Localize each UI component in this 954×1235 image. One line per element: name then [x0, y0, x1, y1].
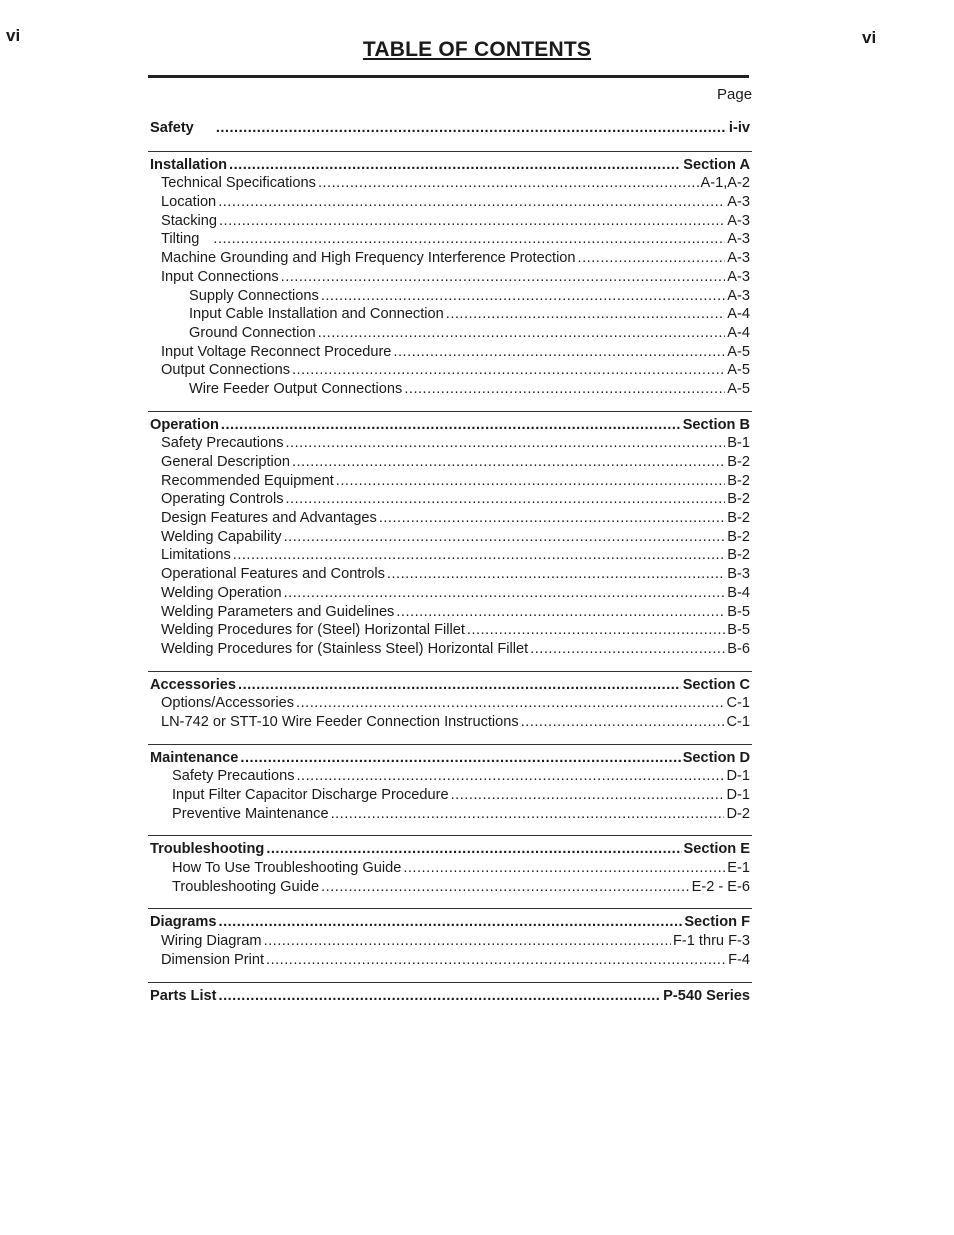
leader-dots — [446, 306, 726, 322]
toc-entry[interactable] — [150, 269, 750, 288]
toc-entry-page: B-5 — [727, 603, 750, 620]
toc-entry[interactable] — [150, 952, 750, 971]
leader-dots — [266, 841, 681, 857]
leader-dots — [297, 768, 725, 784]
toc-entry-page: Section C — [682, 676, 750, 693]
toc-section — [150, 914, 750, 970]
toc-entry-page: E-2 - E-6 — [691, 878, 750, 895]
section-divider — [148, 744, 752, 745]
toc-entry-page: B-3 — [727, 566, 750, 583]
toc-entry[interactable] — [150, 768, 750, 787]
toc-entry-page: A-5 — [727, 380, 750, 397]
leader-dots — [219, 914, 683, 930]
table-of-contents — [150, 120, 750, 1006]
toc-entry[interactable] — [150, 325, 750, 344]
leader-dots — [229, 157, 681, 173]
toc-entry[interactable] — [150, 510, 750, 529]
toc-entry-label: Welding Capability — [161, 528, 282, 545]
toc-entry-label: Recommended Equipment — [161, 472, 334, 489]
leader-dots — [451, 787, 725, 803]
toc-entry-label: Wire Feeder Output Connections — [189, 380, 403, 397]
toc-section — [150, 750, 750, 825]
leader-dots — [213, 231, 725, 247]
toc-entry-page: Section F — [684, 914, 750, 931]
page-title: TABLE OF CONTENTS — [362, 38, 592, 61]
toc-entry[interactable] — [150, 381, 750, 400]
toc-entry[interactable] — [150, 787, 750, 806]
toc-entry-page: B-2 — [727, 547, 750, 564]
leader-dots — [336, 473, 725, 489]
toc-entry[interactable] — [150, 491, 750, 510]
leader-dots — [284, 529, 726, 545]
toc-entry-page: A-4 — [727, 324, 750, 341]
toc-entry-page: C-1 — [726, 713, 750, 730]
leader-dots — [296, 695, 724, 711]
leader-dots — [387, 566, 725, 582]
toc-entry-label: Machine Grounding and High Frequency Interference Protection — [161, 250, 576, 267]
toc-entry-label: How To Use Troubleshooting Guide — [172, 860, 402, 877]
leader-dots — [264, 933, 671, 949]
leader-dots — [396, 604, 725, 620]
toc-entry[interactable] — [150, 547, 750, 566]
toc-entry-page: A-3 — [727, 194, 750, 211]
toc-entry-page: A-3 — [727, 268, 750, 285]
toc-entry-page: A-3 — [727, 287, 750, 304]
toc-entry-label: Welding Procedures for (Stainless Steel) Horizontal Fillet — [161, 640, 529, 657]
toc-entry-label: Limitations — [161, 547, 231, 564]
leader-dots — [284, 585, 726, 601]
toc-entry-page: B-2 — [727, 491, 750, 508]
toc-entry[interactable] — [150, 213, 750, 232]
toc-entry-page: B-6 — [727, 640, 750, 657]
toc-entry-label: Operating Controls — [161, 491, 284, 508]
toc-entry-label: Technical Specifications — [161, 175, 316, 192]
section-divider — [148, 835, 752, 836]
toc-entry[interactable] — [150, 362, 750, 381]
toc-section-heading[interactable] — [150, 677, 750, 696]
toc-entry-label: Diagrams — [150, 914, 217, 931]
section-divider — [148, 982, 752, 983]
leader-dots — [216, 120, 727, 136]
toc-entry-page: A-3 — [727, 231, 750, 248]
toc-section — [150, 417, 750, 660]
toc-entry-label: Dimension Print — [161, 951, 265, 968]
toc-entry-label: Location — [161, 194, 217, 211]
toc-entry-page: i-iv — [728, 120, 750, 136]
toc-entry-label: Supply Connections — [189, 287, 319, 304]
toc-entry-page: F-4 — [728, 951, 750, 968]
toc-section-heading[interactable] — [150, 750, 750, 769]
toc-entry[interactable] — [150, 473, 750, 492]
toc-entry-page: Section D — [682, 749, 750, 766]
toc-entry[interactable] — [150, 879, 750, 898]
toc-entry[interactable] — [150, 344, 750, 363]
toc-entry-page: D-1 — [726, 768, 750, 785]
toc-entry-label: LN-742 or STT-10 Wire Feeder Connection Instructions — [161, 713, 519, 730]
toc-entry-page: P-540 Series — [663, 987, 750, 1004]
toc-entry[interactable] — [150, 306, 750, 325]
toc-section — [150, 157, 750, 400]
toc-entry-label: Input Connections — [161, 268, 279, 285]
toc-entry-label: Stacking — [161, 212, 217, 229]
toc-section — [150, 120, 750, 139]
page-number-right: vi — [862, 28, 877, 47]
toc-entry-page: A-3 — [727, 250, 750, 267]
title-rule — [148, 75, 749, 78]
toc-entry-label: Safety Precautions — [161, 435, 284, 452]
leader-dots — [521, 714, 725, 730]
leader-dots — [286, 435, 726, 451]
leader-dots — [379, 510, 725, 526]
leader-dots — [292, 454, 725, 470]
leader-dots — [321, 288, 725, 304]
leader-dots — [233, 547, 726, 563]
leader-dots — [578, 250, 726, 266]
toc-entry-page: A-3 — [727, 212, 750, 229]
toc-entry-label: Safety Precautions — [172, 768, 295, 785]
toc-entry[interactable] — [150, 622, 750, 641]
toc-entry-page: A-5 — [727, 362, 750, 379]
toc-entry-label: Wiring Diagram — [161, 933, 262, 950]
toc-section-heading[interactable] — [150, 841, 750, 860]
toc-entry[interactable] — [150, 250, 750, 269]
toc-entry-page: B-1 — [727, 435, 750, 452]
toc-entry-page: D-1 — [726, 787, 750, 803]
toc-entry-label: Preventive Maintenance — [172, 805, 329, 822]
toc-entry-page: Section A — [683, 156, 750, 173]
leader-dots — [219, 213, 725, 229]
toc-entry-label: Operational Features and Controls — [161, 566, 385, 583]
toc-entry-page: A-4 — [727, 306, 750, 323]
leader-dots — [240, 750, 680, 766]
toc-entry-label: Welding Operation — [161, 584, 282, 601]
toc-entry-page: B-5 — [727, 622, 750, 639]
leader-dots — [393, 344, 725, 360]
toc-entry[interactable] — [150, 231, 750, 250]
toc-entry[interactable] — [150, 695, 750, 714]
leader-dots — [404, 381, 725, 397]
toc-entry-page: D-2 — [726, 805, 750, 822]
toc-entry-label: Maintenance — [150, 749, 239, 766]
toc-entry-label: Welding Procedures for (Steel) Horizontal Fillet — [161, 622, 465, 639]
toc-entry-label: Operation — [150, 416, 219, 433]
toc-entry-page: A-1,A-2 — [700, 175, 750, 192]
toc-entry[interactable] — [150, 435, 750, 454]
leader-dots — [218, 194, 725, 210]
toc-entry[interactable] — [150, 641, 750, 660]
leader-dots — [467, 622, 725, 638]
toc-entry-label: Parts List — [150, 987, 217, 1004]
toc-entry-label: Accessories — [150, 676, 237, 693]
leader-dots — [318, 175, 699, 191]
toc-entry[interactable] — [150, 194, 750, 213]
toc-entry[interactable] — [150, 860, 750, 879]
toc-entry-label: Tilting — [161, 231, 200, 248]
toc-entry-label: Options/Accessories — [161, 695, 295, 712]
leader-dots — [266, 952, 726, 968]
toc-section-heading[interactable] — [150, 157, 750, 176]
leader-dots — [219, 988, 662, 1004]
toc-section — [150, 988, 750, 1007]
toc-entry[interactable] — [150, 175, 750, 194]
toc-entry-label: Installation — [150, 156, 228, 173]
toc-section-heading[interactable] — [150, 417, 750, 436]
toc-entry-label: Output Connections — [161, 362, 290, 379]
toc-entry-label: Ground Connection — [189, 324, 316, 341]
toc-entry[interactable] — [150, 288, 750, 307]
toc-entry[interactable] — [150, 604, 750, 623]
toc-entry[interactable] — [150, 714, 750, 733]
leader-dots — [281, 269, 726, 285]
toc-entry-page: C-1 — [726, 695, 750, 712]
section-divider — [148, 908, 752, 909]
leader-dots — [331, 806, 725, 822]
toc-entry-page: F-1 thru F-3 — [672, 933, 750, 950]
toc-section-heading[interactable] — [150, 988, 750, 1007]
toc-section — [150, 841, 750, 897]
toc-entry-label: Input Voltage Reconnect Procedure — [161, 343, 392, 360]
toc-entry[interactable] — [150, 454, 750, 473]
toc-entry[interactable] — [150, 566, 750, 585]
toc-entry[interactable] — [150, 529, 750, 548]
toc-entry-label: Troubleshooting Guide — [172, 878, 320, 895]
toc-entry[interactable] — [150, 933, 750, 952]
toc-entry-label: General Description — [161, 454, 290, 470]
toc-entry-label: Welding Parameters and Guidelines — [161, 603, 395, 620]
toc-entry-label: Design Features and Advantages — [161, 510, 377, 527]
toc-section-heading[interactable] — [150, 120, 750, 139]
section-divider — [148, 411, 752, 412]
leader-dots — [221, 417, 681, 433]
toc-entry-label: Troubleshooting — [150, 841, 265, 858]
leader-dots — [238, 677, 681, 693]
section-divider — [148, 151, 752, 152]
leader-dots — [286, 491, 726, 507]
toc-entry-label: Input Filter Capacitor Discharge Procedure — [172, 787, 449, 803]
toc-entry-page: B-2 — [727, 528, 750, 545]
leader-dots — [403, 860, 725, 876]
leader-dots — [321, 879, 689, 895]
toc-entry-page: A-5 — [727, 343, 750, 360]
toc-entry-page: B-4 — [727, 584, 750, 601]
toc-section — [150, 677, 750, 733]
leader-dots — [318, 325, 726, 341]
leader-dots — [292, 362, 725, 378]
toc-entry[interactable] — [150, 585, 750, 604]
section-divider — [148, 671, 752, 672]
toc-entry-page: Section E — [683, 841, 750, 858]
toc-entry-page: B-2 — [727, 472, 750, 489]
toc-entry-page: Section B — [682, 416, 750, 433]
toc-entry[interactable] — [150, 806, 750, 825]
toc-entry-page: E-1 — [727, 860, 750, 877]
toc-section-heading[interactable] — [150, 914, 750, 933]
page-column-label: Page — [717, 86, 753, 103]
leader-dots — [530, 641, 725, 657]
toc-entry-page: B-2 — [727, 510, 750, 527]
toc-entry-label: Safety — [150, 120, 194, 136]
page-number-left: vi — [6, 26, 21, 45]
toc-entry-label: Input Cable Installation and Connection — [189, 306, 444, 323]
toc-entry-page: B-2 — [727, 454, 750, 470]
